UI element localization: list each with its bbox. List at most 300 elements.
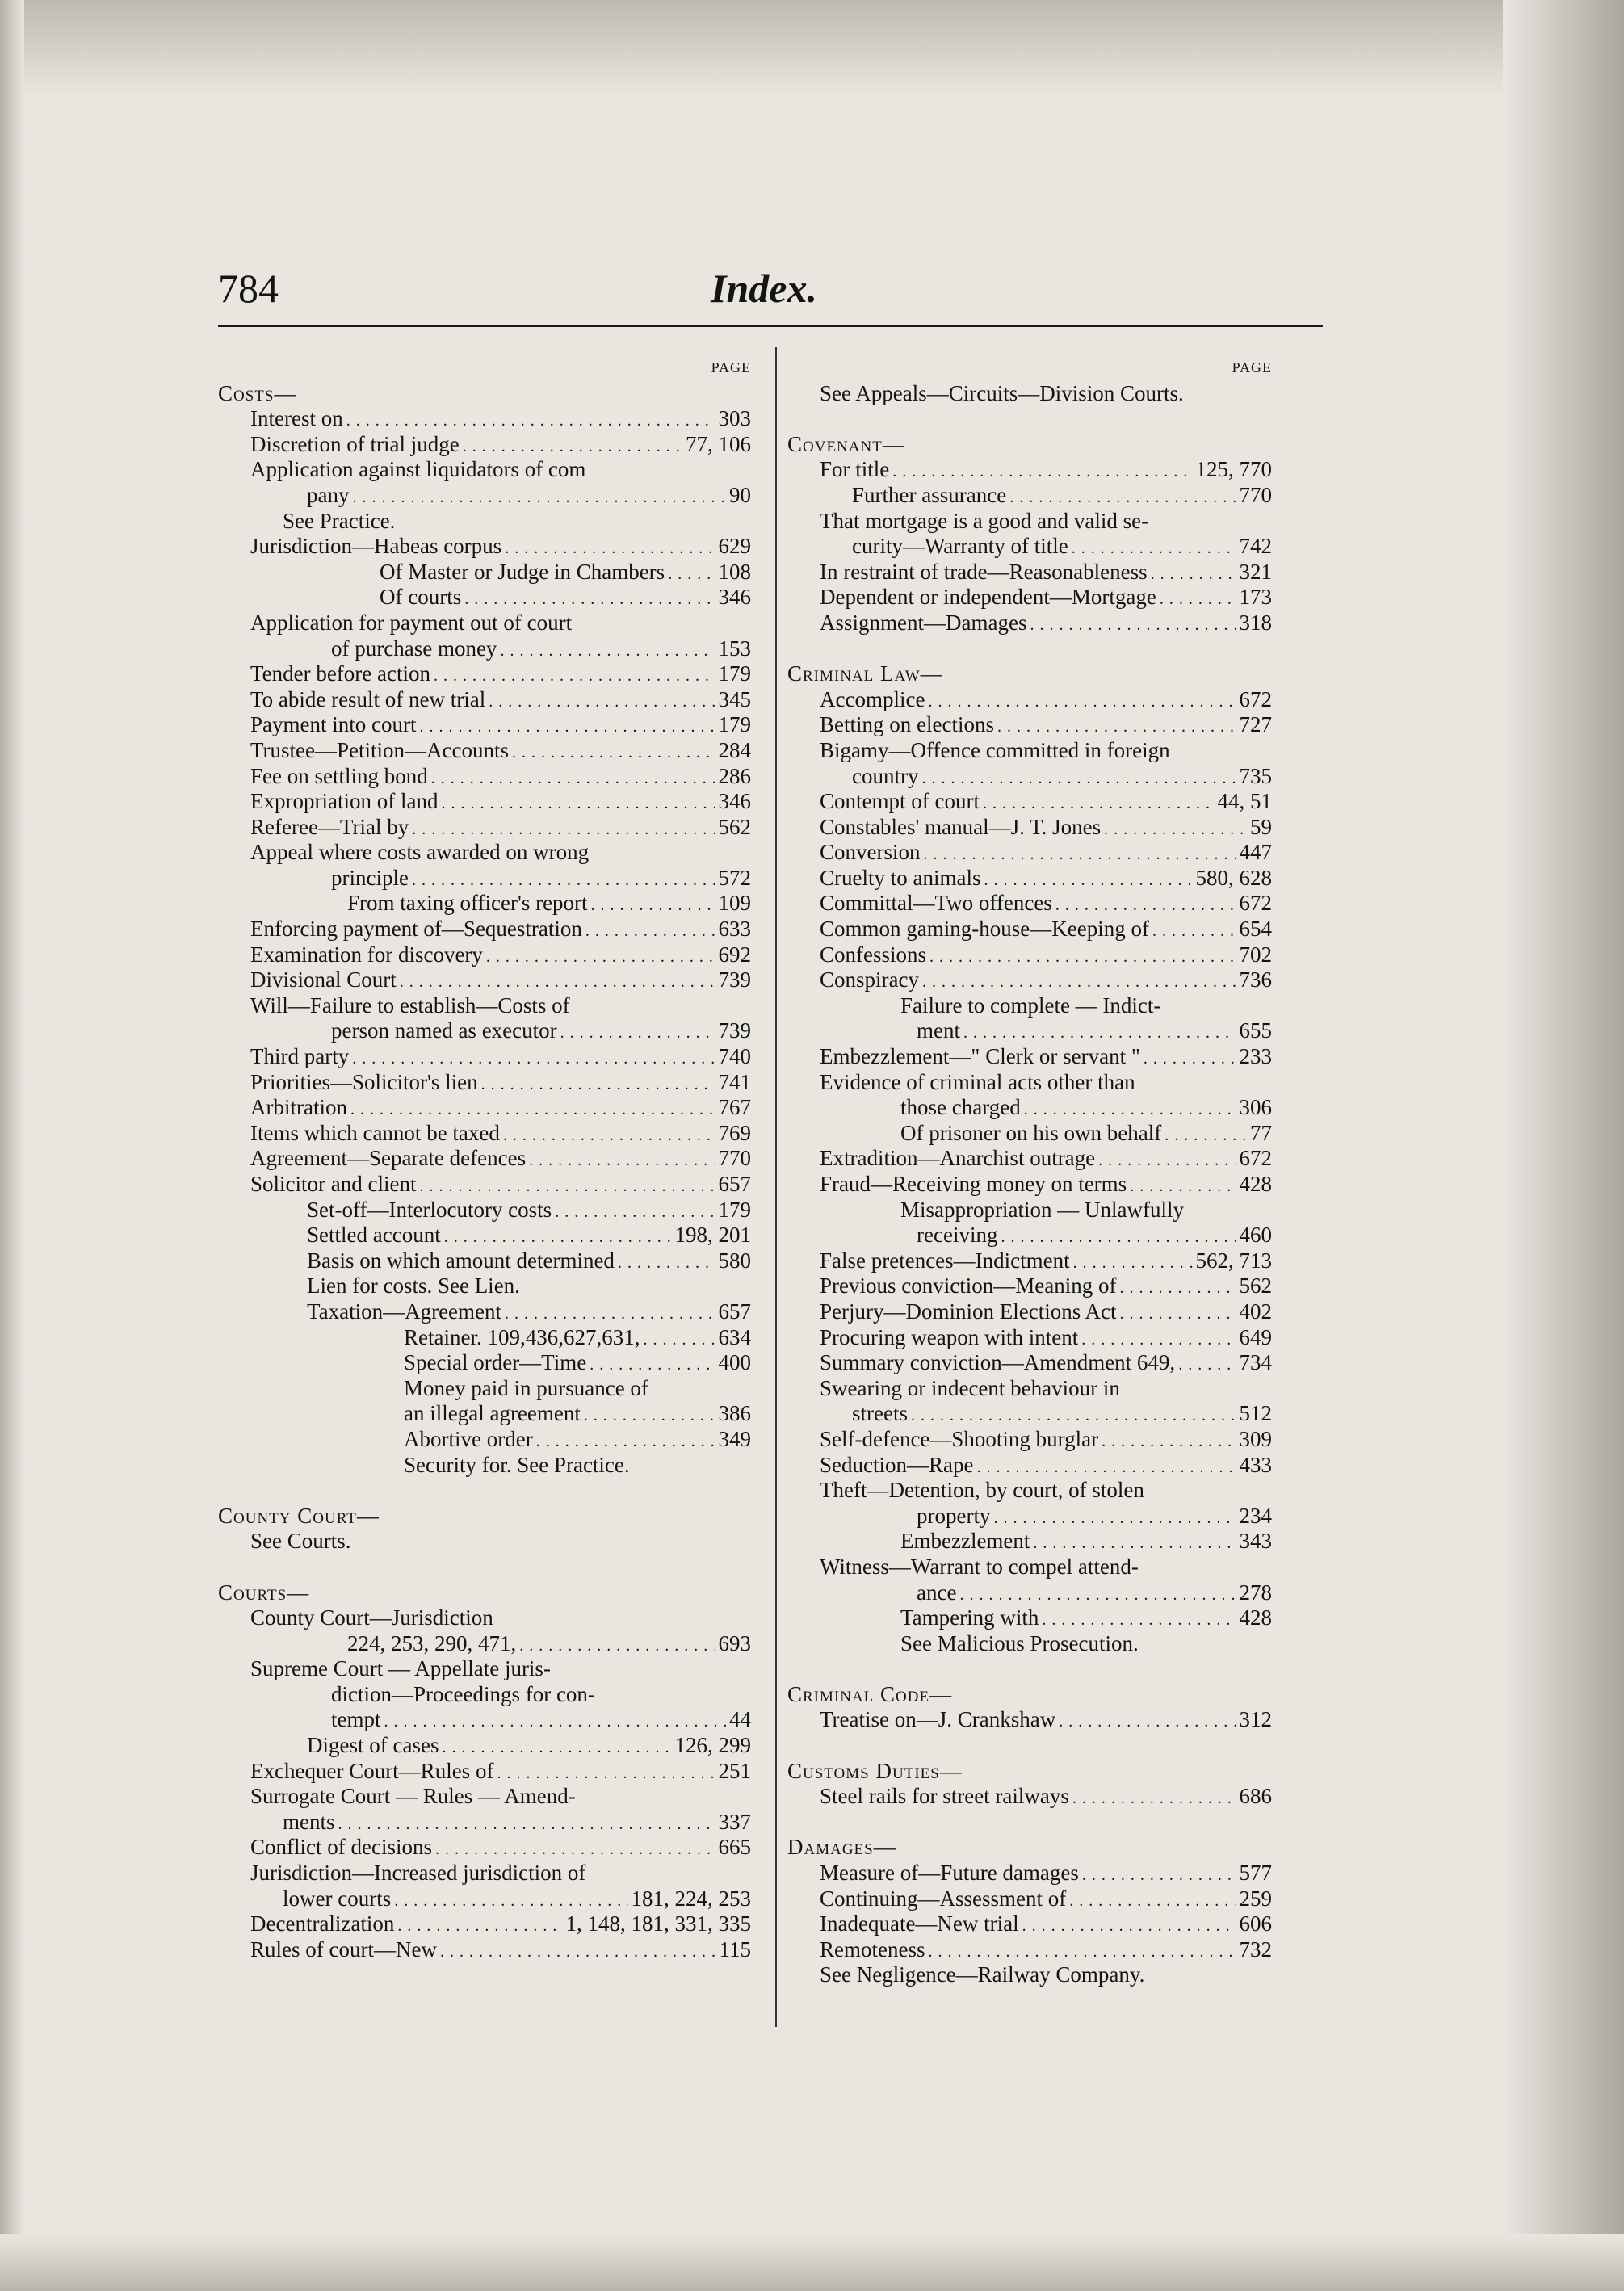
index-heading: Courts— (218, 1580, 310, 1605)
entry-page-ref: 692 (718, 942, 751, 967)
entry-page-ref: 655 (1239, 1018, 1272, 1043)
dot-leader (983, 789, 1215, 815)
dot-leader (618, 1248, 715, 1274)
entry-page-ref: 580, 628 (1195, 865, 1272, 890)
entry-label: Continuing—Assessment of (820, 1886, 1067, 1911)
dot-leader (346, 406, 715, 432)
entry-label: an illegal agreement (404, 1401, 581, 1426)
index-entry: diction—Proceedings for con- (331, 1681, 595, 1706)
index-entry: Application for payment out of court (250, 610, 573, 635)
index-entry (218, 432, 751, 458)
index-entry (787, 1172, 1272, 1198)
entry-page-ref: 286 (718, 763, 751, 788)
entry-label: receiving (917, 1223, 998, 1248)
dot-leader (338, 1810, 715, 1836)
entry-page-ref: 349 (718, 1426, 751, 1451)
entry-label: lower courts (283, 1886, 392, 1911)
entry-label: Digest of cases (307, 1733, 439, 1758)
entry-page-ref: 767 (718, 1095, 751, 1120)
dot-leader (397, 1911, 562, 1937)
entry-label: Seduction—Rape (820, 1452, 974, 1477)
index-entry (218, 1070, 751, 1096)
dot-leader (352, 483, 726, 509)
dot-leader (1072, 534, 1236, 560)
dot-leader (384, 1707, 727, 1733)
dot-leader (431, 764, 715, 790)
entry-page-ref: 672 (1239, 1146, 1272, 1171)
entry-page-ref: 735 (1239, 763, 1272, 788)
entry-label: Exchequer Court—Rules of (250, 1758, 494, 1783)
entry-page-ref: 337 (718, 1809, 751, 1834)
dot-leader (1072, 1784, 1236, 1810)
entry-page-ref: 346 (718, 585, 751, 610)
entry-label: Third party (250, 1044, 350, 1069)
entry-page-ref: 251 (718, 1758, 751, 1783)
index-entry: Lien for costs. See Lien. (307, 1273, 520, 1299)
index-entry (218, 1095, 751, 1121)
entry-page-ref: 346 (718, 789, 751, 814)
index-spacer (787, 406, 1272, 432)
dot-leader (536, 1427, 715, 1453)
dot-leader (976, 1453, 1236, 1479)
index-entry (218, 1759, 751, 1785)
index-entry (218, 866, 751, 892)
index-entry (787, 1707, 1272, 1733)
index-entry (787, 764, 1272, 790)
dot-leader (963, 1018, 1236, 1044)
index-entry: See Appeals—Circuits—Division Courts. (820, 380, 1184, 405)
index-spacer (787, 636, 1272, 662)
dot-leader (1082, 1861, 1236, 1886)
dot-leader (463, 432, 682, 458)
index-entry: See Negligence—Railway Company. (820, 1962, 1145, 1987)
entry-label: Abortive order (404, 1426, 533, 1451)
entry-label: Summary conviction—Amendment 649, (820, 1350, 1176, 1375)
entry-label: Perjury—Dominion Elections Act (820, 1299, 1117, 1324)
entry-label: Committal—Two offences (820, 891, 1052, 916)
index-entry (218, 1325, 751, 1351)
index-entry (787, 789, 1272, 815)
index-entry (218, 560, 751, 585)
entry-label: Special order—Time (404, 1350, 587, 1375)
index-entry (787, 1886, 1272, 1912)
entry-label: streets (852, 1401, 908, 1426)
index-entry (787, 585, 1272, 611)
index-entry (218, 942, 751, 968)
entry-label: Constables' manual—J. T. Jones (820, 814, 1102, 839)
entry-page-ref: 179 (718, 712, 751, 737)
entry-label: Embezzlement (900, 1529, 1030, 1554)
entry-page-ref: 727 (1239, 712, 1272, 737)
index-entry: See Malicious Prosecution. (900, 1630, 1139, 1655)
entry-page-ref: 108 (718, 559, 751, 584)
entry-label: In restraint of trade—Reasonableness (820, 559, 1148, 584)
entry-page-ref: 739 (718, 967, 751, 992)
index-entry (787, 687, 1272, 713)
dot-leader (643, 1325, 715, 1351)
index-entry: Will—Failure to establish—Costs of (250, 992, 570, 1018)
entry-label: Discretion of trial judge (250, 431, 460, 456)
entry-label: Referee—Trial by (250, 814, 409, 839)
dot-leader (505, 534, 715, 560)
index-heading: Customs Duties— (787, 1758, 963, 1783)
entry-page-ref: 126, 299 (674, 1733, 751, 1758)
index-entry (787, 483, 1272, 509)
entry-label: Retainer. 109,436,627,631, (404, 1324, 640, 1349)
index-heading: Criminal Code— (787, 1681, 953, 1706)
entry-page-ref: 742 (1239, 534, 1272, 559)
dot-leader (585, 917, 715, 942)
dot-leader (489, 687, 715, 713)
index-entry (218, 1350, 751, 1376)
entry-label: Treatise on—J. Crankshaw (820, 1707, 1056, 1732)
index-entry (787, 1018, 1272, 1044)
entry-page-ref: 306 (1239, 1095, 1272, 1120)
index-entry (787, 1401, 1272, 1427)
entry-page-ref: 572 (718, 865, 751, 890)
dot-leader (1160, 585, 1236, 611)
index-entry (787, 1248, 1272, 1274)
entry-page-ref: 654 (1239, 917, 1272, 942)
entry-label: 224, 253, 290, 471, (347, 1630, 517, 1655)
dot-leader (481, 1070, 715, 1096)
index-entry (218, 1835, 751, 1861)
dot-leader (959, 1580, 1236, 1606)
entry-label: Further assurance (852, 482, 1007, 507)
entry-page-ref: 312 (1239, 1707, 1272, 1732)
dot-leader (440, 1937, 716, 1963)
entry-label: For title (820, 457, 890, 482)
index-entry (787, 457, 1272, 483)
index-entry (218, 917, 751, 942)
entry-page-ref: 770 (1239, 482, 1272, 507)
index-entries-left (218, 381, 751, 1963)
index-entry (218, 1198, 751, 1223)
entry-page-ref: 428 (1239, 1605, 1272, 1630)
column-divider (775, 347, 777, 2027)
dot-leader (984, 866, 1192, 892)
index-entry (787, 942, 1272, 968)
entry-label: Conversion (820, 840, 921, 865)
entry-label: Common gaming-house—Keeping of (820, 917, 1149, 942)
entry-label: Conspiracy (820, 967, 919, 992)
dot-leader (441, 789, 715, 815)
entry-page-ref: 665 (718, 1835, 751, 1860)
index-entry (787, 840, 1272, 866)
dot-leader (1119, 1299, 1236, 1325)
entry-label: Decentralization (250, 1911, 395, 1936)
entry-page-ref: 44 (729, 1707, 751, 1732)
index-entry (787, 1529, 1272, 1555)
entry-page-ref: 657 (718, 1299, 751, 1324)
entry-label: Assignment—Damages (820, 610, 1027, 635)
dot-leader (555, 1198, 715, 1223)
index-spacer (787, 1810, 1272, 1836)
entry-label: Accomplice (820, 686, 925, 711)
dot-leader (590, 1350, 715, 1376)
index-entry (218, 1248, 751, 1274)
index-entry: Supreme Court — Appellate juris- (250, 1656, 551, 1681)
entry-page-ref: 740 (718, 1044, 751, 1069)
index-entry (787, 1784, 1272, 1810)
entry-label: Tampering with (900, 1605, 1039, 1630)
header-rule (218, 325, 1323, 327)
dot-leader (1144, 1044, 1236, 1070)
index-entry (218, 738, 751, 764)
entry-label: Trustee—Petition—Accounts (250, 737, 509, 762)
index-entry (787, 815, 1272, 841)
dot-leader (1073, 1248, 1193, 1274)
entry-label: curity—Warranty of title (852, 534, 1068, 559)
index-entry (787, 1580, 1272, 1606)
index-entry (218, 815, 751, 841)
index-entry: Failure to complete — Indict- (900, 992, 1161, 1018)
entry-label: person named as executor (331, 1018, 557, 1043)
dot-leader (921, 764, 1236, 790)
entry-label: pany (307, 482, 350, 507)
index-entry: That mortgage is a good and valid se- (820, 508, 1149, 533)
dot-leader (394, 1886, 627, 1912)
index-spacer (787, 1656, 1272, 1682)
index-entry (787, 534, 1272, 560)
dot-leader (1152, 917, 1236, 942)
dot-leader (1098, 1146, 1236, 1172)
entry-page-ref: 428 (1239, 1172, 1272, 1196)
entry-page-ref: 309 (1239, 1426, 1272, 1451)
entry-label: Of courts (380, 585, 462, 610)
entry-label: country (852, 763, 919, 788)
entry-page-ref: 460 (1239, 1223, 1272, 1248)
entry-page-ref: 732 (1239, 1936, 1272, 1962)
entry-label: Dependent or independent—Mortgage (820, 585, 1156, 610)
dot-leader (486, 942, 715, 968)
dot-leader (1001, 1223, 1236, 1248)
index-entry (787, 1911, 1272, 1937)
dot-leader (412, 866, 715, 892)
entry-page-ref: 562 (1239, 1273, 1272, 1299)
dot-leader (1055, 891, 1236, 917)
index-entry (787, 1350, 1272, 1376)
dot-leader (1151, 560, 1236, 585)
index-entry (218, 1121, 751, 1147)
entry-label: tempt (331, 1707, 381, 1732)
entry-page-ref: 633 (718, 917, 751, 942)
index-entries-right (787, 381, 1272, 1988)
dot-leader (434, 661, 715, 687)
entry-label: To abide result of new trial (250, 686, 486, 711)
index-entry (218, 661, 751, 687)
index-entry (218, 1172, 751, 1198)
index-entry: Security for. See Practice. (404, 1452, 630, 1477)
entry-page-ref: 629 (718, 534, 751, 559)
entry-page-ref: 606 (1239, 1911, 1272, 1936)
entry-page-ref: 153 (718, 636, 751, 661)
entry-page-ref: 386 (718, 1401, 751, 1426)
index-entry (787, 917, 1272, 942)
dot-leader (668, 560, 715, 585)
entry-page-ref: 672 (1239, 686, 1272, 711)
dot-leader (892, 457, 1192, 483)
dot-leader (1022, 1911, 1236, 1937)
entry-label: Of prisoner on his own behalf (900, 1120, 1162, 1145)
entry-label: False pretences—Indictment (820, 1248, 1070, 1273)
dot-leader (911, 1401, 1236, 1427)
entry-label: Rules of court—New (250, 1936, 437, 1962)
index-entry: Misappropriation — Unlawfully (900, 1197, 1184, 1222)
entry-page-ref: 702 (1239, 942, 1272, 967)
entry-label: Arbitration (250, 1095, 347, 1120)
entry-label: Fraud—Receiving money on terms (820, 1172, 1127, 1196)
dot-leader (924, 840, 1236, 866)
entry-label: Basis on which amount determined (307, 1248, 615, 1273)
entry-page-ref: 741 (718, 1069, 751, 1094)
index-entry: Jurisdiction—Increased jurisdiction of (250, 1861, 586, 1886)
dot-leader (444, 1223, 672, 1248)
dot-leader (1119, 1273, 1236, 1299)
index-entry: See Practice. (283, 508, 396, 533)
dot-leader (1104, 815, 1247, 841)
entry-page-ref: 233 (1239, 1044, 1272, 1069)
index-heading: County Court— (218, 1503, 380, 1528)
entry-page-ref: 345 (718, 686, 751, 711)
entry-label: Settled account (307, 1223, 441, 1248)
entry-label: ance (917, 1580, 957, 1605)
index-entry (218, 1427, 751, 1453)
entry-label: Set-off—Interlocutory costs (307, 1197, 552, 1222)
entry-label: Solicitor and client (250, 1172, 417, 1196)
dot-leader (1130, 1172, 1236, 1198)
entry-label: Tender before action (250, 661, 430, 686)
dot-leader (1009, 483, 1236, 509)
index-entry (218, 1886, 751, 1912)
dot-leader (1164, 1121, 1247, 1147)
entry-label: Remoteness (820, 1936, 925, 1962)
dot-leader (1030, 611, 1236, 636)
dot-leader (442, 1733, 671, 1759)
dot-leader (993, 1504, 1236, 1529)
index-entry (218, 1044, 751, 1070)
entry-page-ref: 562, 713 (1195, 1248, 1272, 1273)
index-entry (787, 866, 1272, 892)
dot-leader (1102, 1427, 1236, 1453)
page-number: 784 (218, 266, 279, 311)
index-entry (787, 1427, 1272, 1453)
entry-page-ref: 321 (1239, 559, 1272, 584)
entry-page-ref: 562 (718, 814, 751, 839)
index-entry (218, 1911, 751, 1937)
index-entry (787, 1861, 1272, 1886)
entry-label: of purchase money (331, 636, 497, 661)
index-entry: Application against liquidators of com (250, 457, 586, 482)
index-entry: County Court—Jurisdiction (250, 1605, 493, 1630)
entry-page-ref: 125, 770 (1195, 457, 1272, 482)
entry-label: Jurisdiction—Habeas corpus (250, 534, 502, 559)
entry-label: Items which cannot be taxed (250, 1120, 500, 1145)
entry-page-ref: 278 (1239, 1580, 1272, 1605)
entry-label: Interest on (250, 406, 343, 431)
index-entry (218, 1018, 751, 1044)
index-entry (787, 1223, 1272, 1248)
entry-page-ref: 234 (1239, 1503, 1272, 1528)
entry-page-ref: 115 (719, 1936, 751, 1962)
entry-label: those charged (900, 1095, 1021, 1120)
dot-leader (1024, 1095, 1236, 1121)
entry-label: Procuring weapon with intent (820, 1324, 1079, 1349)
entry-label: Previous conviction—Meaning of (820, 1273, 1117, 1299)
dot-leader (584, 1401, 715, 1427)
index-entry (787, 967, 1272, 993)
entry-label: Divisional Court (250, 967, 397, 992)
index-entry: Evidence of criminal acts other than (820, 1069, 1135, 1094)
entry-label: Enforcing payment of—Sequestration (250, 917, 582, 942)
index-heading: Costs— (218, 380, 297, 405)
entry-page-ref: 686 (1239, 1784, 1272, 1809)
index-entry (787, 1504, 1272, 1529)
entry-label: Extradition—Anarchist outrage (820, 1146, 1096, 1171)
dot-leader (1069, 1886, 1236, 1912)
dot-leader (529, 1146, 715, 1172)
index-entry: Swearing or indecent behaviour in (820, 1375, 1120, 1400)
entry-page-ref: 303 (718, 406, 751, 431)
dot-leader (512, 738, 715, 764)
entry-label: Agreement—Separate defences (250, 1146, 527, 1171)
index-column-right (787, 355, 1272, 1988)
entry-page-ref: 634 (718, 1324, 751, 1349)
index-entry (218, 1223, 751, 1248)
entry-page-ref: 1, 148, 181, 331, 335 (565, 1911, 751, 1936)
entry-label: Expropriation of land (250, 789, 439, 814)
entry-label: Embezzlement—" Clerk or servant " (820, 1044, 1140, 1069)
index-entry (787, 1146, 1272, 1172)
entry-page-ref: 693 (718, 1630, 751, 1655)
entry-label: ment (917, 1018, 960, 1043)
entry-page-ref: 433 (1239, 1452, 1272, 1477)
index-entry (787, 1325, 1272, 1351)
entry-label: Fee on settling bond (250, 763, 428, 788)
dot-leader (503, 1121, 715, 1147)
dot-leader (519, 1631, 715, 1657)
entry-page-ref: 649 (1239, 1324, 1272, 1349)
index-entry (787, 560, 1272, 585)
dot-leader (591, 891, 715, 917)
index-entry (218, 1146, 751, 1172)
dot-leader (500, 636, 715, 662)
entry-page-ref: 734 (1239, 1350, 1272, 1375)
dot-leader (435, 1835, 715, 1861)
page-column-label: PAGE (711, 359, 751, 376)
index-entry (787, 1299, 1272, 1325)
index-spacer (218, 1555, 751, 1580)
entry-page-ref: 400 (718, 1350, 751, 1375)
index-entry (787, 1095, 1272, 1121)
entry-page-ref: 179 (718, 661, 751, 686)
index-heading: Damages— (787, 1835, 896, 1860)
dot-leader (929, 942, 1236, 968)
entry-page-ref: 181, 224, 253 (631, 1886, 751, 1911)
index-entry: Theft—Detention, by court, of stolen (820, 1478, 1144, 1503)
index-entry (787, 1605, 1272, 1631)
index-entry (787, 891, 1272, 917)
entry-label: Measure of—Future damages (820, 1861, 1079, 1886)
running-head-title: Index. (711, 266, 817, 311)
index-entry (787, 1044, 1272, 1070)
entry-label: Conflict of decisions (250, 1835, 432, 1860)
entry-page-ref: 59 (1250, 814, 1272, 839)
entry-page-ref: 77 (1250, 1120, 1272, 1145)
entry-label: Steel rails for street railways (820, 1784, 1069, 1809)
index-entry (218, 1299, 751, 1325)
entry-page-ref: 672 (1239, 891, 1272, 916)
